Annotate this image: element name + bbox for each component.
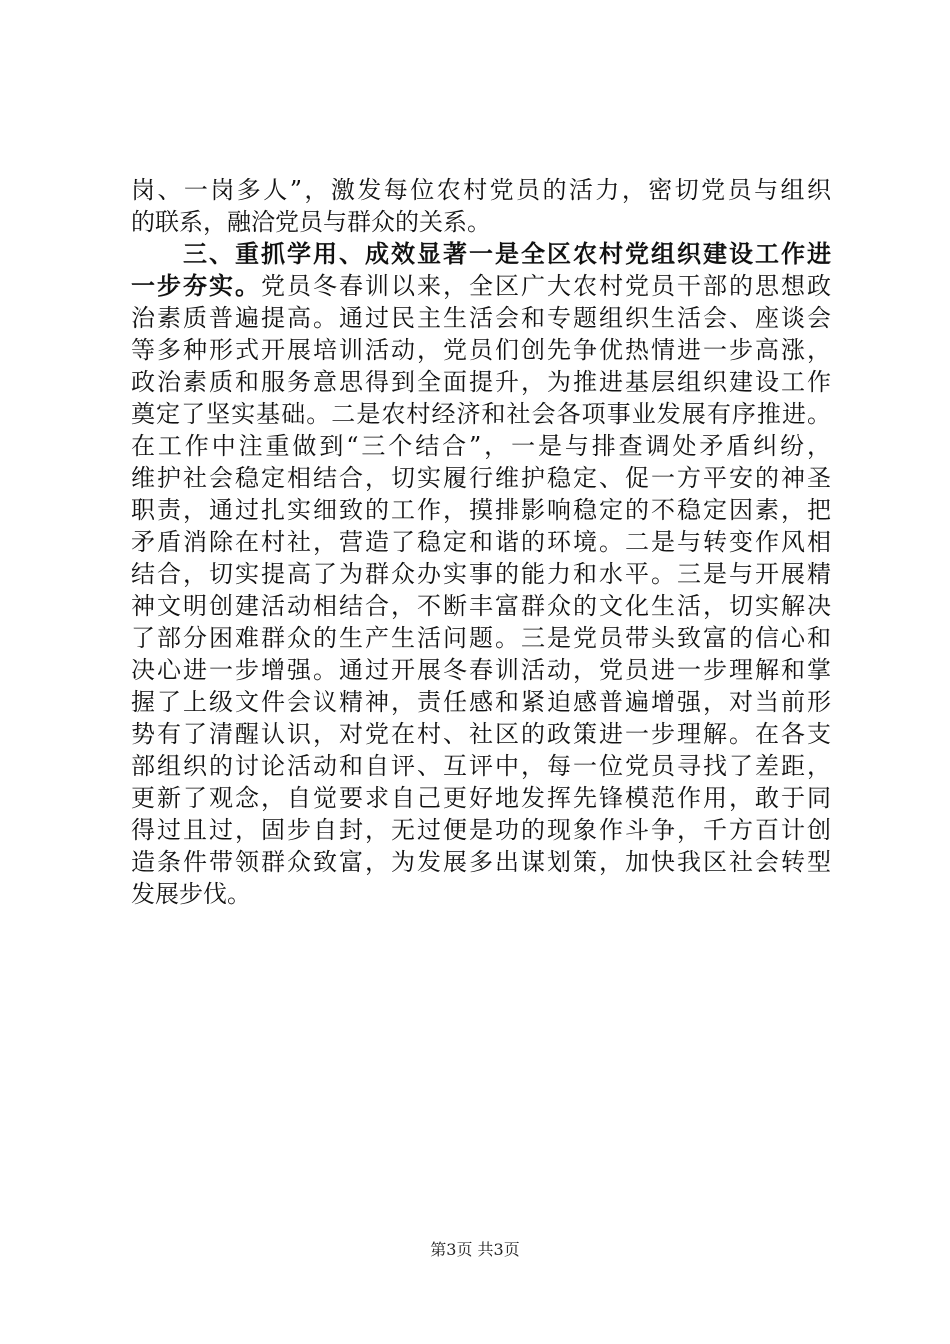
text-line: 得过且过，固步自封，无过便是功的现象作斗争，千方百计创 bbox=[131, 816, 831, 844]
text-line: 结合，切实提高了为群众办实事的能力和水平。三是与开展精 bbox=[131, 560, 831, 588]
text-line: 决心进一步增强。通过开展冬春训活动，党员进一步理解和掌 bbox=[131, 656, 831, 684]
text-line: 一步夯实。党员冬春训以来，全区广大农村党员干部的思想政 bbox=[131, 271, 831, 300]
text-line: 了部分困难群众的生产生活问题。三是党员带头致富的信心和 bbox=[131, 624, 831, 652]
text-line: 的联系，融洽党员与群众的关系。 bbox=[131, 208, 491, 236]
text-line: 治素质普遍提高。通过民主生活会和专题组织生活会、座谈会 bbox=[131, 304, 831, 332]
text-line: 政治素质和服务意思得到全面提升，为推进基层组织建设工作 bbox=[131, 368, 831, 396]
text-line: 在工作中注重做到“三个结合”，一是与排查调处矛盾纠纷， bbox=[131, 432, 831, 460]
text-line: 职责，通过扎实细致的工作，摸排影响稳定的不稳定因素，把 bbox=[131, 496, 831, 524]
text-line: 势有了清醒认识，对党在村、社区的政策进一步理解。在各支 bbox=[131, 720, 831, 748]
text-line: 等多种形式开展培训活动，党员们创先争优热情进一步高涨， bbox=[131, 336, 831, 364]
page-number-footer: 第3页 共3页 bbox=[430, 1240, 520, 1259]
text-line: 维护社会稳定相结合，切实履行维护稳定、促一方平安的神圣 bbox=[131, 464, 831, 492]
text-line: 奠定了坚实基础。二是农村经济和社会各项事业发展有序推进。 bbox=[131, 400, 831, 428]
text-line: 矛盾消除在村社，营造了稳定和谐的环境。二是与转变作风相 bbox=[131, 528, 831, 556]
text-line: 更新了观念，自觉要求自己更好地发挥先锋模范作用，敢于同 bbox=[131, 784, 831, 812]
text-line: 造条件带领群众致富，为发展多出谋划策，加快我区社会转型 bbox=[131, 848, 831, 876]
text-line: 握了上级文件会议精神，责任感和紧迫感普遍增强，对当前形 bbox=[131, 688, 831, 716]
text-line: 神文明创建活动相结合，不断丰富群众的文化生活，切实解决 bbox=[131, 592, 831, 620]
section-heading-line: 三、重抓学用、成效显著一是全区农村党组织建设工作进 bbox=[131, 239, 831, 268]
text-line: 部组织的讨论活动和自评、互评中，每一位党员寻找了差距， bbox=[131, 752, 831, 780]
text-line: 发展步伐。 bbox=[131, 880, 251, 908]
text-line: 岗、一岗多人”，激发每位农村党员的活力，密切党员与组织 bbox=[131, 176, 831, 204]
body-text bbox=[131, 174, 831, 910]
